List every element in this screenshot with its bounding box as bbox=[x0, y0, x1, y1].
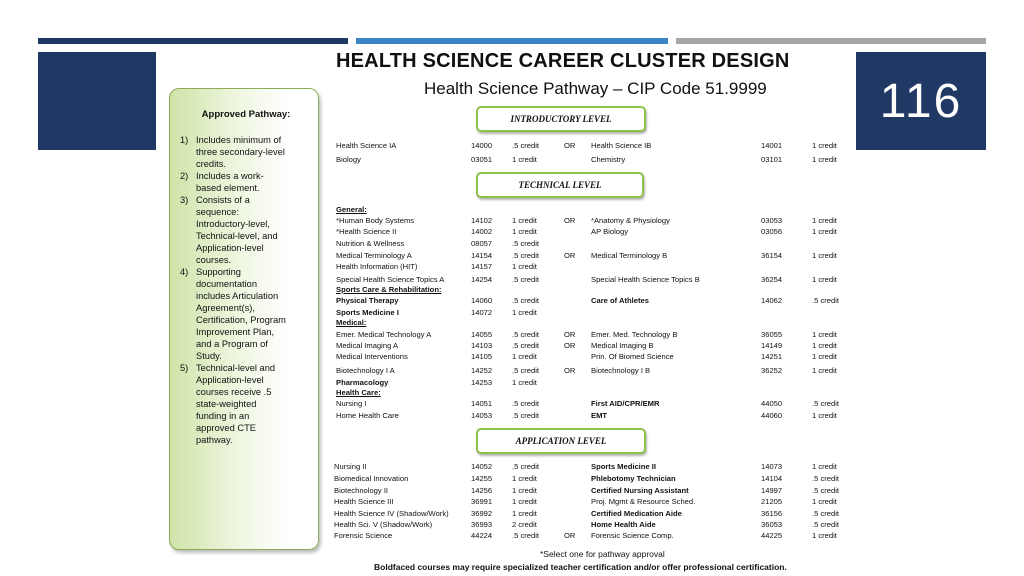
course-name: Nursing I bbox=[336, 399, 367, 408]
course-credit: 1 credit bbox=[512, 262, 537, 271]
application-level-box: APPLICATION LEVEL bbox=[476, 428, 646, 454]
course-name: Health Science IV (Shadow/Work) bbox=[334, 509, 449, 518]
course-code: 14103 bbox=[471, 341, 493, 350]
slide-number: 116 bbox=[856, 52, 986, 150]
alt-course-credit: 1 credit bbox=[812, 497, 837, 506]
alt-course-code: 03056 bbox=[761, 227, 783, 236]
course-credit: .5 credit bbox=[512, 251, 540, 260]
course-credit: .5 credit bbox=[512, 462, 540, 471]
course-code: 14055 bbox=[471, 330, 493, 339]
alt-course-credit: 1 credit bbox=[812, 251, 837, 260]
approved-pathway-list bbox=[180, 134, 312, 446]
course-code: 14052 bbox=[471, 462, 493, 471]
course-credit: 1 credit bbox=[512, 486, 537, 495]
alt-course-code: 14001 bbox=[761, 141, 783, 150]
pathway-item bbox=[180, 134, 312, 170]
course-name: Health Sci. V (Shadow/Work) bbox=[334, 520, 433, 529]
alt-course-credit: .5 credit bbox=[812, 399, 840, 408]
course-credit: 1 credit bbox=[512, 378, 537, 387]
course-name: Home Health Care bbox=[336, 411, 399, 420]
course-name: *Human Body Systems bbox=[336, 216, 415, 225]
section-medical: Medical: bbox=[336, 318, 367, 327]
or-label: OR bbox=[564, 341, 576, 350]
course-name: Sports Medicine I bbox=[336, 308, 399, 317]
course-credit: 1 credit bbox=[512, 497, 537, 506]
alt-course-credit: 1 credit bbox=[812, 531, 837, 540]
alt-course-name: AP Biology bbox=[591, 227, 629, 236]
alt-course-code: 36254 bbox=[761, 275, 783, 284]
alt-course-code: 14251 bbox=[761, 352, 783, 361]
course-code: 14060 bbox=[471, 296, 493, 305]
alt-course-code: 36156 bbox=[761, 509, 783, 518]
course-name: Biomedical Innovation bbox=[334, 474, 409, 483]
course-code: 08057 bbox=[471, 239, 493, 248]
alt-course-name: Proj. Mgmt & Resource Sched. bbox=[591, 497, 696, 506]
alt-course-name: EMT bbox=[591, 411, 608, 420]
course-credit: .5 credit bbox=[512, 296, 540, 305]
course-code: 36991 bbox=[471, 497, 493, 506]
pathway-item-text: Technical-level and Application-level courses receive .5 state-weighted funding in an approved CTE pathway. bbox=[196, 363, 276, 445]
course-code: 14157 bbox=[471, 262, 493, 271]
course-credit: .5 credit bbox=[512, 341, 540, 350]
alt-course-credit: .5 credit bbox=[812, 520, 840, 529]
document-title: HEALTH SCIENCE CAREER CLUSTER DESIGN bbox=[336, 50, 790, 72]
pathway-item bbox=[180, 266, 312, 362]
alt-course-name: Care of Athletes bbox=[591, 296, 649, 305]
course-credit: 1 credit bbox=[512, 509, 537, 518]
header-bar-gray bbox=[676, 38, 986, 44]
approved-pathway-box bbox=[169, 88, 319, 550]
course-credit: .5 credit bbox=[512, 399, 540, 408]
alt-course-name: Special Health Science Topics B bbox=[591, 275, 700, 284]
course-credit: 1 credit bbox=[512, 308, 537, 317]
alt-course-credit: 1 credit bbox=[812, 330, 837, 339]
course-name: Emer. Medical Technology A bbox=[336, 330, 432, 339]
course-name: Medical Interventions bbox=[336, 352, 408, 361]
course-code: 14256 bbox=[471, 486, 493, 495]
pathway-item-number: 5) bbox=[180, 363, 189, 373]
course-name: Health Science IA bbox=[336, 141, 397, 150]
course-code: 14072 bbox=[471, 308, 493, 317]
course-code: 14154 bbox=[471, 251, 493, 260]
course-credit: .5 credit bbox=[512, 239, 540, 248]
course-code: 36992 bbox=[471, 509, 493, 518]
course-code: 14255 bbox=[471, 474, 493, 483]
alt-course-credit: 1 credit bbox=[812, 227, 837, 236]
header-bar-navy bbox=[38, 38, 348, 44]
alt-course-credit: .5 credit bbox=[812, 296, 840, 305]
alt-course-name: Forensic Science Comp. bbox=[591, 531, 674, 540]
alt-course-credit: 1 credit bbox=[812, 352, 837, 361]
alt-course-credit: .5 credit bbox=[812, 474, 840, 483]
alt-course-name: First AID/CPR/EMR bbox=[591, 399, 660, 408]
alt-course-code: 44050 bbox=[761, 399, 783, 408]
alt-course-name: Home Health Aide bbox=[591, 520, 656, 529]
alt-course-credit: 1 credit bbox=[812, 366, 837, 375]
pathway-item-number: 2) bbox=[180, 171, 189, 181]
pathway-item-number: 3) bbox=[180, 195, 189, 205]
course-code: 14051 bbox=[471, 399, 493, 408]
alt-course-credit: 1 credit bbox=[812, 155, 837, 164]
course-name: Forensic Science bbox=[334, 531, 393, 540]
alt-course-code: 44060 bbox=[761, 411, 783, 420]
alt-course-code: 14997 bbox=[761, 486, 783, 495]
course-name: Health Information (HIT) bbox=[336, 262, 418, 271]
course-credit: .5 credit bbox=[512, 531, 540, 540]
course-code: 14254 bbox=[471, 275, 493, 284]
course-name: Biotechnology II bbox=[334, 486, 389, 495]
alt-course-credit: 1 credit bbox=[812, 341, 837, 350]
introductory-level-box: INTRODUCTORY LEVEL bbox=[476, 106, 646, 132]
course-code: 03051 bbox=[471, 155, 493, 164]
alt-course-credit: .5 credit bbox=[812, 509, 840, 518]
pathway-item-text: Consists of a sequence: Introductory-level, Technical-level, and Application-level courses. bbox=[196, 195, 278, 265]
alt-course-name: Prin. Of Biomed Science bbox=[591, 352, 674, 361]
section-general: General: bbox=[336, 205, 367, 214]
course-credit: 2 credit bbox=[512, 520, 537, 529]
course-name: Physical Therapy bbox=[336, 296, 399, 305]
alt-course-name: Medical Imaging B bbox=[591, 341, 654, 350]
alt-course-name: Certified Nursing Assistant bbox=[591, 486, 689, 495]
header-bar-blue bbox=[356, 38, 668, 44]
left-accent-block bbox=[38, 52, 156, 150]
pathway-item-number: 4) bbox=[180, 267, 189, 277]
section-health-care: Health Care: bbox=[336, 388, 381, 397]
course-credit: 1 credit bbox=[512, 155, 537, 164]
course-code: 14105 bbox=[471, 352, 493, 361]
alt-course-code: 36252 bbox=[761, 366, 783, 375]
alt-course-name: Biotechnology I B bbox=[591, 366, 651, 375]
course-credit: .5 credit bbox=[512, 330, 540, 339]
alt-course-name: Sports Medicine II bbox=[591, 462, 656, 471]
alt-course-name: Chemistry bbox=[591, 155, 626, 164]
course-code: 36993 bbox=[471, 520, 493, 529]
alt-course-name: Health Science IB bbox=[591, 141, 652, 150]
alt-course-code: 36055 bbox=[761, 330, 783, 339]
alt-course-code: 14073 bbox=[761, 462, 783, 471]
alt-course-credit: 1 credit bbox=[812, 141, 837, 150]
alt-course-credit: 1 credit bbox=[812, 462, 837, 471]
course-credit: 1 credit bbox=[512, 474, 537, 483]
pathway-item bbox=[180, 170, 312, 194]
course-code: 14102 bbox=[471, 216, 493, 225]
alt-course-credit: 1 credit bbox=[812, 275, 837, 284]
course-name: Nursing II bbox=[334, 462, 367, 471]
alt-course-code: 21205 bbox=[761, 497, 783, 506]
pathway-item-text: Includes minimum of three secondary-level credits. bbox=[196, 135, 285, 169]
section-sports-care: Sports Care & Rehabilitation: bbox=[336, 285, 442, 294]
course-name: Special Health Science Topics A bbox=[336, 275, 445, 284]
course-credit: 1 credit bbox=[512, 352, 537, 361]
course-code: 14000 bbox=[471, 141, 493, 150]
alt-course-name: Emer. Med. Technology B bbox=[591, 330, 678, 339]
alt-course-code: 14104 bbox=[761, 474, 783, 483]
course-name: Medical Terminology A bbox=[336, 251, 412, 260]
alt-course-code: 14149 bbox=[761, 341, 783, 350]
or-label: OR bbox=[564, 366, 576, 375]
alt-course-name: Phlebotomy Technician bbox=[591, 474, 676, 483]
pathway-item-text: Includes a work-based element. bbox=[196, 171, 264, 193]
course-credit: 1 credit bbox=[512, 227, 537, 236]
course-code: 14253 bbox=[471, 378, 493, 387]
pathway-item-number: 1) bbox=[180, 135, 189, 145]
course-name: Medical Imaging A bbox=[336, 341, 399, 350]
alt-course-name: Medical Terminology B bbox=[591, 251, 668, 260]
course-credit: .5 credit bbox=[512, 411, 540, 420]
course-credit: .5 credit bbox=[512, 141, 540, 150]
boldfaced-note: Boldfaced courses may require specialized teacher certification and/or offer professional certification. bbox=[374, 562, 787, 572]
course-credit: .5 credit bbox=[512, 366, 540, 375]
alt-course-credit: .5 credit bbox=[812, 486, 840, 495]
course-name: Nutrition & Wellness bbox=[336, 239, 405, 248]
course-name: Biology bbox=[336, 155, 361, 164]
alt-course-credit: 1 credit bbox=[812, 411, 837, 420]
alt-course-code: 03053 bbox=[761, 216, 783, 225]
or-label: OR bbox=[564, 531, 576, 540]
or-label: OR bbox=[564, 251, 576, 260]
course-credit: .5 credit bbox=[512, 275, 540, 284]
alt-course-name: Certified Medication Aide bbox=[591, 509, 682, 518]
course-code: 14002 bbox=[471, 227, 493, 236]
course-code: 44224 bbox=[471, 531, 493, 540]
course-name: Biotechnology I A bbox=[336, 366, 395, 375]
pathway-item-text: Supporting documentation includes Articulation Agreement(s), Certification, Program Improvement Plan, and a Program of Study. bbox=[196, 267, 286, 361]
alt-course-code: 14062 bbox=[761, 296, 783, 305]
alt-course-code: 44225 bbox=[761, 531, 783, 540]
approved-pathway-title: Approved Pathway: bbox=[201, 109, 291, 120]
course-name: *Health Science II bbox=[336, 227, 397, 236]
course-code: 14053 bbox=[471, 411, 493, 420]
course-name: Pharmacology bbox=[336, 378, 389, 387]
course-name: Health Science III bbox=[334, 497, 394, 506]
or-label: OR bbox=[564, 216, 576, 225]
document-subtitle: Health Science Pathway – CIP Code 51.9999 bbox=[424, 79, 767, 98]
alt-course-code: 03101 bbox=[761, 155, 783, 164]
technical-level-box: TECHNICAL LEVEL bbox=[476, 172, 644, 198]
select-one-note: *Select one for pathway approval bbox=[540, 549, 665, 559]
pathway-item bbox=[180, 362, 312, 446]
alt-course-code: 36154 bbox=[761, 251, 783, 260]
course-credit: 1 credit bbox=[512, 216, 537, 225]
pathway-item bbox=[180, 194, 312, 266]
course-code: 14252 bbox=[471, 366, 493, 375]
or-label: OR bbox=[564, 330, 576, 339]
alt-course-name: *Anatomy & Physiology bbox=[591, 216, 670, 225]
alt-course-credit: 1 credit bbox=[812, 216, 837, 225]
or-label: OR bbox=[564, 141, 576, 150]
alt-course-code: 36053 bbox=[761, 520, 783, 529]
